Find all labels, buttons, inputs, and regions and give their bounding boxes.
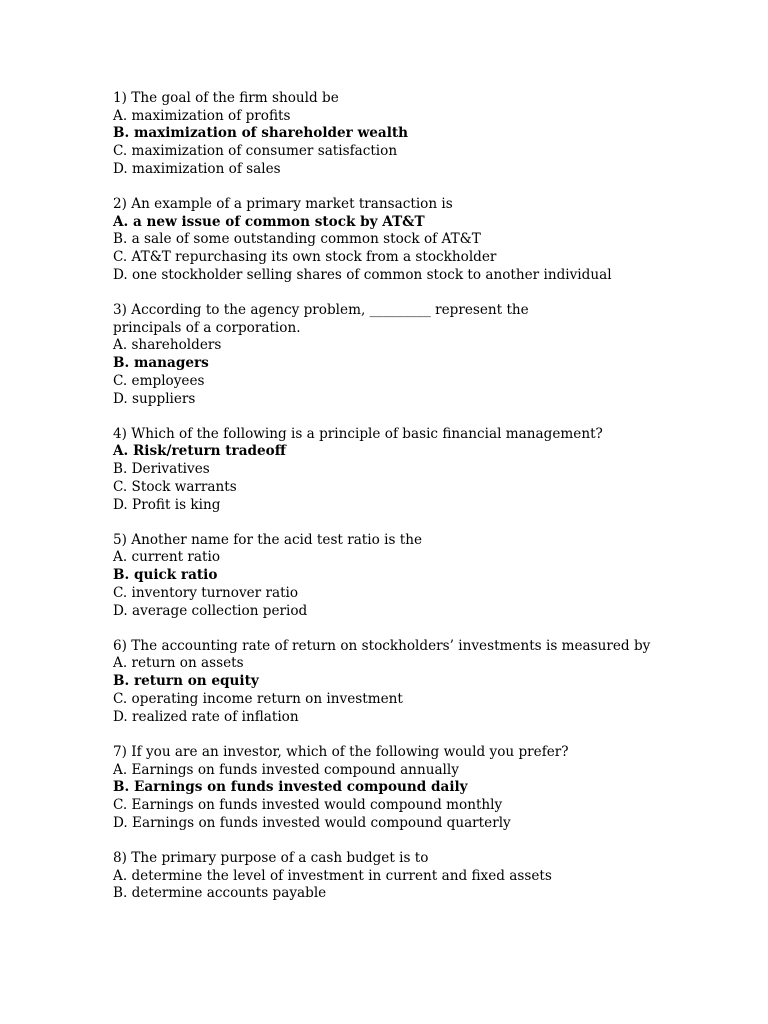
question-list — [113, 90, 733, 920]
answer-option-c: C. Earnings on funds invested would compound monthly — [113, 796, 503, 813]
answer-option-c: C. maximization of consumer satisfaction — [113, 143, 398, 160]
answer-option-a: A. Earnings on funds invested compound annually — [113, 761, 459, 778]
question-1 — [113, 90, 733, 179]
question-6 — [113, 638, 733, 727]
answer-option-d: D. Earnings on funds invested would compound quarterly — [113, 814, 511, 831]
answer-option-d: D. one stockholder selling shares of common stock to another individual — [113, 266, 612, 283]
answer-option-b: B. a sale of some outstanding common stock of AT&T — [113, 231, 481, 248]
answer-option-b-correct: B. managers — [113, 355, 209, 372]
question-8 — [113, 850, 733, 903]
answer-option-b-correct: B. return on equity — [113, 673, 259, 690]
answer-option-c: C. AT&T repurchasing its own stock from a stockholder — [113, 249, 497, 266]
answer-option-b-correct: B. Earnings on funds invested compound daily — [113, 779, 468, 796]
answer-option-d: D. realized rate of inflation — [113, 708, 299, 725]
answer-option-a: A. shareholders — [113, 337, 222, 354]
question-4 — [113, 426, 733, 515]
answer-option-c: C. inventory turnover ratio — [113, 584, 299, 601]
question-7 — [113, 744, 733, 833]
question-2 — [113, 196, 733, 285]
question-stem: 2) An example of a primary market transaction is — [113, 196, 453, 213]
answer-option-b-correct: B. quick ratio — [113, 567, 218, 584]
question-stem: 5) Another name for the acid test ratio is the — [113, 531, 423, 548]
question-3 — [113, 302, 733, 408]
answer-option-c: C. Stock warrants — [113, 478, 237, 495]
question-stem: 8) The primary purpose of a cash budget is to — [113, 849, 429, 866]
answer-option-a-correct: A. Risk/return tradeoff — [113, 443, 286, 460]
question-stem: 1) The goal of the firm should be — [113, 90, 339, 106]
question-5 — [113, 532, 733, 621]
question-stem: 7) If you are an investor, which of the following would you prefer? — [113, 743, 569, 760]
answer-option-a: A. maximization of profits — [113, 107, 291, 124]
answer-option-b: B. determine accounts payable — [113, 885, 327, 902]
answer-option-d: D. average collection period — [113, 602, 308, 619]
answer-option-a: A. return on assets — [113, 655, 244, 672]
answer-option-b-correct: B. maximization of shareholder wealth — [113, 125, 409, 142]
answer-option-d: D. suppliers — [113, 390, 196, 407]
question-stem: 4) Which of the following is a principle of basic financial management? — [113, 425, 603, 442]
question-stem: 6) The accounting rate of return on stockholders’ investments is measured by — [113, 637, 651, 654]
answer-option-d: D. Profit is king — [113, 496, 221, 513]
answer-option-c: C. operating income return on investment — [113, 690, 403, 707]
answer-option-a-correct: A. a new issue of common stock by AT&T — [113, 213, 425, 230]
answer-option-a: A. determine the level of investment in current and fixed assets — [113, 867, 552, 884]
question-stem: 3) According to the agency problem, _________ represent the principals of a corporation. — [113, 302, 529, 336]
answer-option-d: D. maximization of sales — [113, 160, 281, 177]
answer-option-c: C. employees — [113, 372, 205, 389]
answer-option-b: B. Derivatives — [113, 461, 210, 478]
answer-option-a: A. current ratio — [113, 549, 221, 566]
